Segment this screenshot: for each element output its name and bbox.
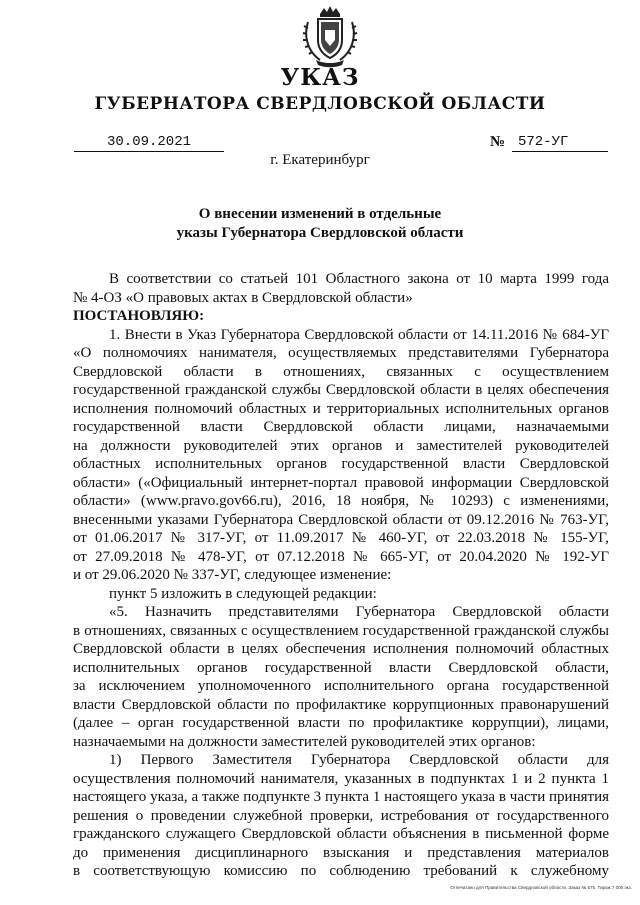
document-number: 572-УГ: [512, 133, 608, 152]
text-line: области» (www.pravo.gov66.ru), 2016, 18 ноября, № 10293) с изменениями,: [73, 493, 609, 509]
coat-of-arms-icon: [298, 4, 362, 68]
text-line: № 4-ОЗ «О правовых актах в Свердловской области»: [73, 289, 413, 306]
document-city: г. Екатеринбург: [270, 152, 370, 168]
text-line: от 27.09.2018 № 478-УГ, от 07.12.2018 № 665-УГ, от 20.04.2020 № 192-УГ: [73, 548, 609, 565]
text-line: от 01.06.2017 № 317-УГ, от 11.09.2017 № 460-УГ, от 22.03.2018 № 155-УГ,: [73, 530, 609, 546]
decree-keyword: ПОСТАНОВЛЯЮ:: [73, 308, 205, 324]
print-footer: Отпечатано для Правительства Свердловской области. Заказ № 575. Тираж 7 000 экз.: [450, 885, 632, 890]
text-line: в соответствующую комиссию по соблюдению требований к служебному: [73, 863, 609, 879]
text-line: в отношениях, связанных с осуществлением государственной гражданской службы: [73, 622, 609, 639]
text-line: «О полномочиях нанимателя, осуществляемых представителями Губернатора: [73, 345, 609, 361]
number-sign: №: [490, 134, 506, 150]
text-line: гражданского служащего Свердловской области объяснения в письменной форме: [73, 826, 609, 842]
document-date: 30.09.2021: [74, 133, 224, 152]
text-line: за исключением уполномоченного исполнительного органа государственной: [73, 678, 609, 694]
text-line: исполнения полномочий областных и территориальных исполнительных органов: [73, 400, 609, 417]
text-line: государственной гражданской службы Свердловской области в целях обеспечения: [73, 382, 609, 398]
text-line: до применения дисциплинарного взыскания и представления материалов: [73, 844, 609, 861]
text-line: и от 29.06.2020 № 337-УГ, следующее изменение:: [73, 567, 392, 583]
text-line: пункт 5 изложить в следующей редакции:: [109, 585, 377, 602]
text-line: «5. Назначить представителями Губернатора Свердловской области: [109, 604, 609, 620]
text-line: осуществления полномочий нанимателя, указанных в подпунктах 1 и 2 пункта 1: [73, 770, 609, 787]
text-line: власти Свердловской области по профилактике коррупционных правонарушений: [73, 696, 609, 713]
text-line: областных исполнительных органов государственной власти Свердловской: [73, 456, 609, 472]
text-line: области» («Официальный интернет-портал правовой информации Свердловской: [73, 474, 609, 491]
text-line: решения о проведении служебной проверки, истребования от государственного: [73, 807, 609, 824]
text-line: внесенными указами Губернатора Свердловской области от 09.12.2016 № 763-УГ,: [73, 511, 609, 528]
text-line: на должности руководителей этих органов и заместителей руководителей: [73, 437, 609, 454]
document-title: УКАЗ: [280, 64, 360, 91]
text-line: (далее – орган государственной власти по профилактике коррупции), лицами,: [73, 715, 609, 731]
document-subtitle: ГУБЕРНАТОРА СВЕРДЛОВСКОЙ ОБЛАСТИ: [94, 94, 546, 114]
heading-line: О внесении изменений в отдельные: [198, 206, 442, 222]
document-body: [73, 270, 609, 881]
text-line: 1. Внести в Указ Губернатора Свердловской области от 14.11.2016 № 684-УГ: [109, 326, 609, 343]
text-line: назначаемыми на должности заместителей руководителей этих органов:: [73, 733, 536, 750]
text-line: исполнительных органов государственной власти Свердловской области,: [73, 659, 609, 676]
text-line: настоящего указа, а также подпункте 3 пункта 1 настоящего указа в части принятия: [73, 789, 609, 805]
text-line: В соответствии со статьей 101 Областного закона от 10 марта 1999 года: [109, 271, 609, 287]
document-heading: [0, 205, 640, 243]
heading-line: указы Губернатора Свердловской области: [176, 225, 464, 241]
text-line: 1) Первого Заместителя Губернатора Свердловской области для: [109, 752, 609, 768]
text-line: Свердловской области в целях обеспечения исполнения полномочий областных: [73, 641, 609, 657]
text-line: государственной власти Свердловской области лицами, назначаемыми: [73, 419, 609, 435]
text-line: Свердловской области в отношениях, связанных с осуществлением: [73, 363, 609, 380]
